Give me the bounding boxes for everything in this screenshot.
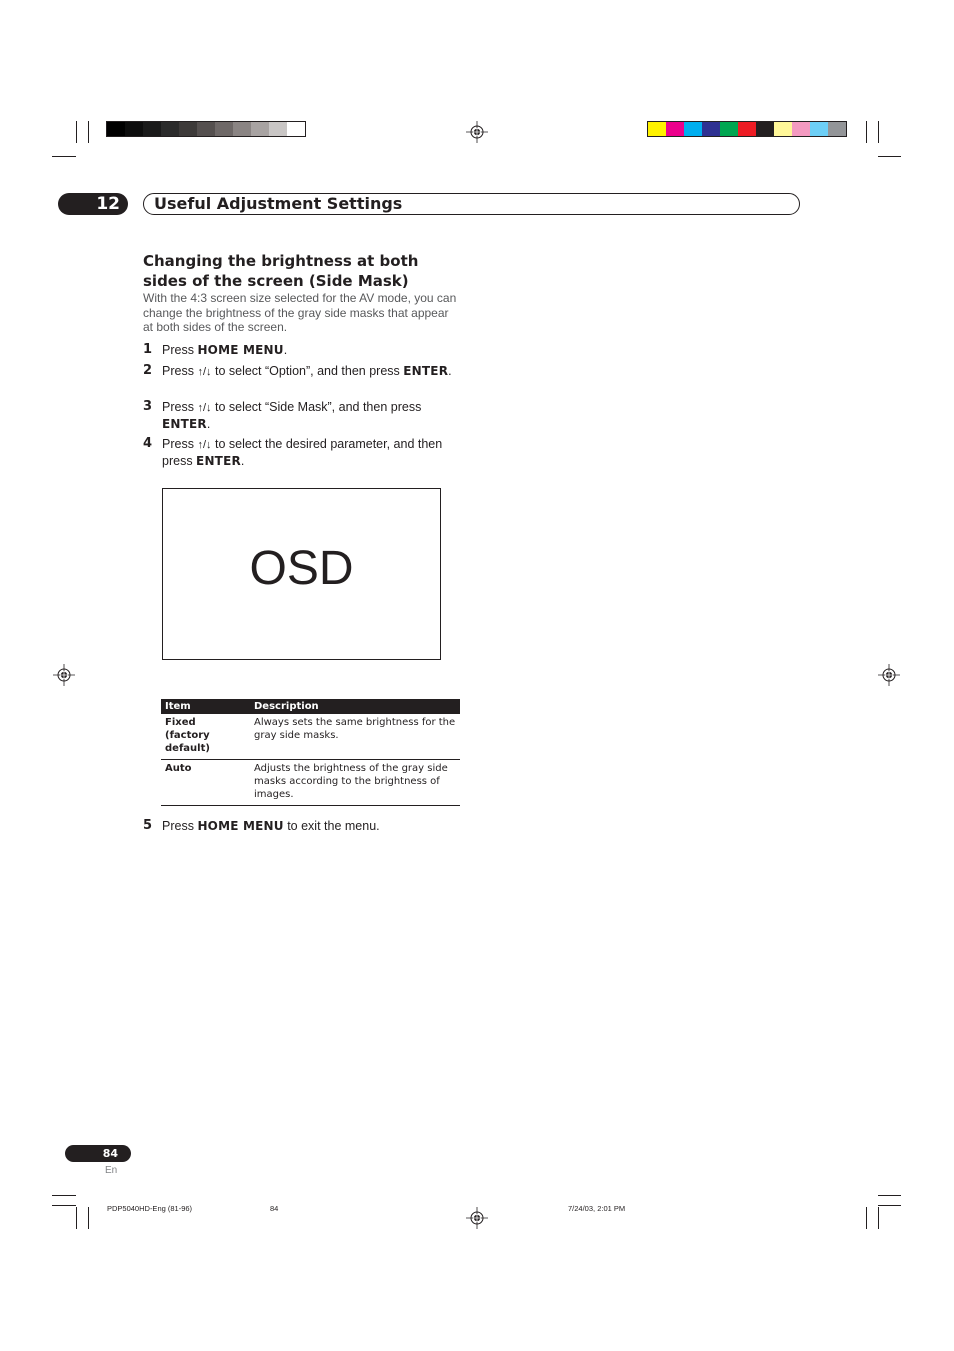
- crop-mark: [76, 121, 77, 143]
- color-swatch: [107, 122, 125, 136]
- color-swatch: [774, 122, 792, 136]
- crop-mark: [52, 1195, 76, 1196]
- color-swatch: [666, 122, 684, 136]
- color-swatch: [215, 122, 233, 136]
- crop-mark: [76, 1207, 77, 1229]
- color-swatch: [179, 122, 197, 136]
- step-text: to select “Side Mask”, and then press: [211, 400, 422, 414]
- step-number: 2: [143, 363, 153, 378]
- crop-mark: [878, 121, 879, 143]
- osd-label: OSD: [249, 542, 354, 595]
- chapter-number: 12: [58, 193, 128, 215]
- table-header-row: [161, 699, 460, 714]
- column-header-description: Description: [250, 699, 460, 714]
- color-bar: [647, 121, 847, 137]
- crop-mark: [878, 156, 901, 157]
- step-number: 5: [143, 818, 153, 833]
- table-cell-description: Always sets the same brightness for the gray side masks.: [250, 714, 460, 760]
- crop-mark: [88, 1207, 89, 1229]
- step-text: .: [240, 453, 245, 468]
- key-label: ENTER: [196, 453, 241, 468]
- crop-mark: [52, 1205, 76, 1206]
- step-text: Press: [162, 437, 198, 451]
- key-label: HOME MENU: [197, 343, 284, 357]
- registration-mark-icon: [466, 1207, 488, 1229]
- column-header-item: Item: [161, 699, 250, 714]
- step-number: 3: [143, 399, 153, 414]
- crop-mark: [866, 121, 867, 143]
- crop-mark: [88, 121, 89, 143]
- step-text: Press: [162, 343, 198, 357]
- color-swatch: [828, 122, 846, 136]
- step-text: to select “Option”, and then press: [211, 364, 404, 378]
- step-text: Press: [162, 819, 198, 833]
- color-swatch: [810, 122, 828, 136]
- footer-timestamp: 7/24/03, 2:01 PM: [568, 1204, 626, 1213]
- step-text: .: [206, 416, 211, 431]
- registration-mark-icon: [466, 121, 488, 143]
- key-label: HOME MENU: [197, 819, 284, 833]
- color-swatch: [161, 122, 179, 136]
- step-number: 4: [143, 436, 153, 451]
- crop-mark: [878, 1205, 901, 1206]
- crop-mark: [52, 156, 76, 157]
- color-swatch: [720, 122, 738, 136]
- color-swatch: [269, 122, 287, 136]
- page-number: 84: [65, 1145, 131, 1162]
- color-swatch: [702, 122, 720, 136]
- color-swatch: [738, 122, 756, 136]
- chapter-title: Useful Adjustment Settings: [143, 193, 800, 215]
- key-label: ENTER: [162, 416, 207, 431]
- step-text: Press: [162, 400, 198, 414]
- step-text: .: [448, 364, 452, 378]
- up-down-arrow-icon: ↑/↓: [197, 366, 212, 378]
- color-swatch: [197, 122, 215, 136]
- section-intro: With the 4:3 screen size selected for the AV mode, you can change the brightness of the gray side masks that appear at both sides of the screen.: [143, 291, 457, 334]
- section-title: Changing the brightness at both sides of the screen (Side Mask): [143, 252, 419, 290]
- table-cell-description: Adjusts the brightness of the gray side masks according to the brightness of images.: [250, 760, 460, 806]
- table-row: [161, 760, 460, 806]
- crop-mark: [866, 1207, 867, 1229]
- up-down-arrow-icon: ↑/↓: [197, 402, 212, 414]
- crop-mark: [878, 1195, 901, 1196]
- item-name: Auto: [165, 763, 192, 774]
- registration-mark-icon: [53, 664, 75, 686]
- parameter-table: [161, 699, 460, 806]
- key-label: ENTER: [403, 364, 449, 378]
- table-cell-item: [161, 714, 250, 760]
- table-cell-item: [161, 760, 250, 806]
- color-swatch: [792, 122, 810, 136]
- item-name: Fixed: [165, 717, 196, 728]
- footer-page: 84: [270, 1204, 279, 1213]
- step-number: 1: [143, 342, 153, 357]
- color-swatch: [233, 122, 251, 136]
- color-swatch: [143, 122, 161, 136]
- registration-mark-icon: [878, 664, 900, 686]
- step-text: Press: [162, 364, 198, 378]
- table-row: [161, 714, 460, 760]
- step-text: to select the desired parameter, and then press: [162, 437, 443, 468]
- step-text: to exit the menu.: [283, 819, 380, 833]
- color-swatch: [756, 122, 774, 136]
- page-language: En: [105, 1165, 118, 1176]
- up-down-arrow-icon: ↑/↓: [197, 439, 212, 451]
- step-text: .: [283, 343, 288, 357]
- color-swatch: [287, 122, 305, 136]
- crop-mark: [878, 1207, 879, 1229]
- color-swatch: [648, 122, 666, 136]
- footer-file: PDP5040HD-Eng (81-96): [107, 1204, 193, 1213]
- color-swatch: [125, 122, 143, 136]
- color-swatch: [251, 122, 269, 136]
- osd-placeholder: [162, 488, 441, 660]
- item-note: (factory default): [165, 730, 210, 754]
- grayscale-bar: [106, 121, 306, 137]
- color-swatch: [684, 122, 702, 136]
